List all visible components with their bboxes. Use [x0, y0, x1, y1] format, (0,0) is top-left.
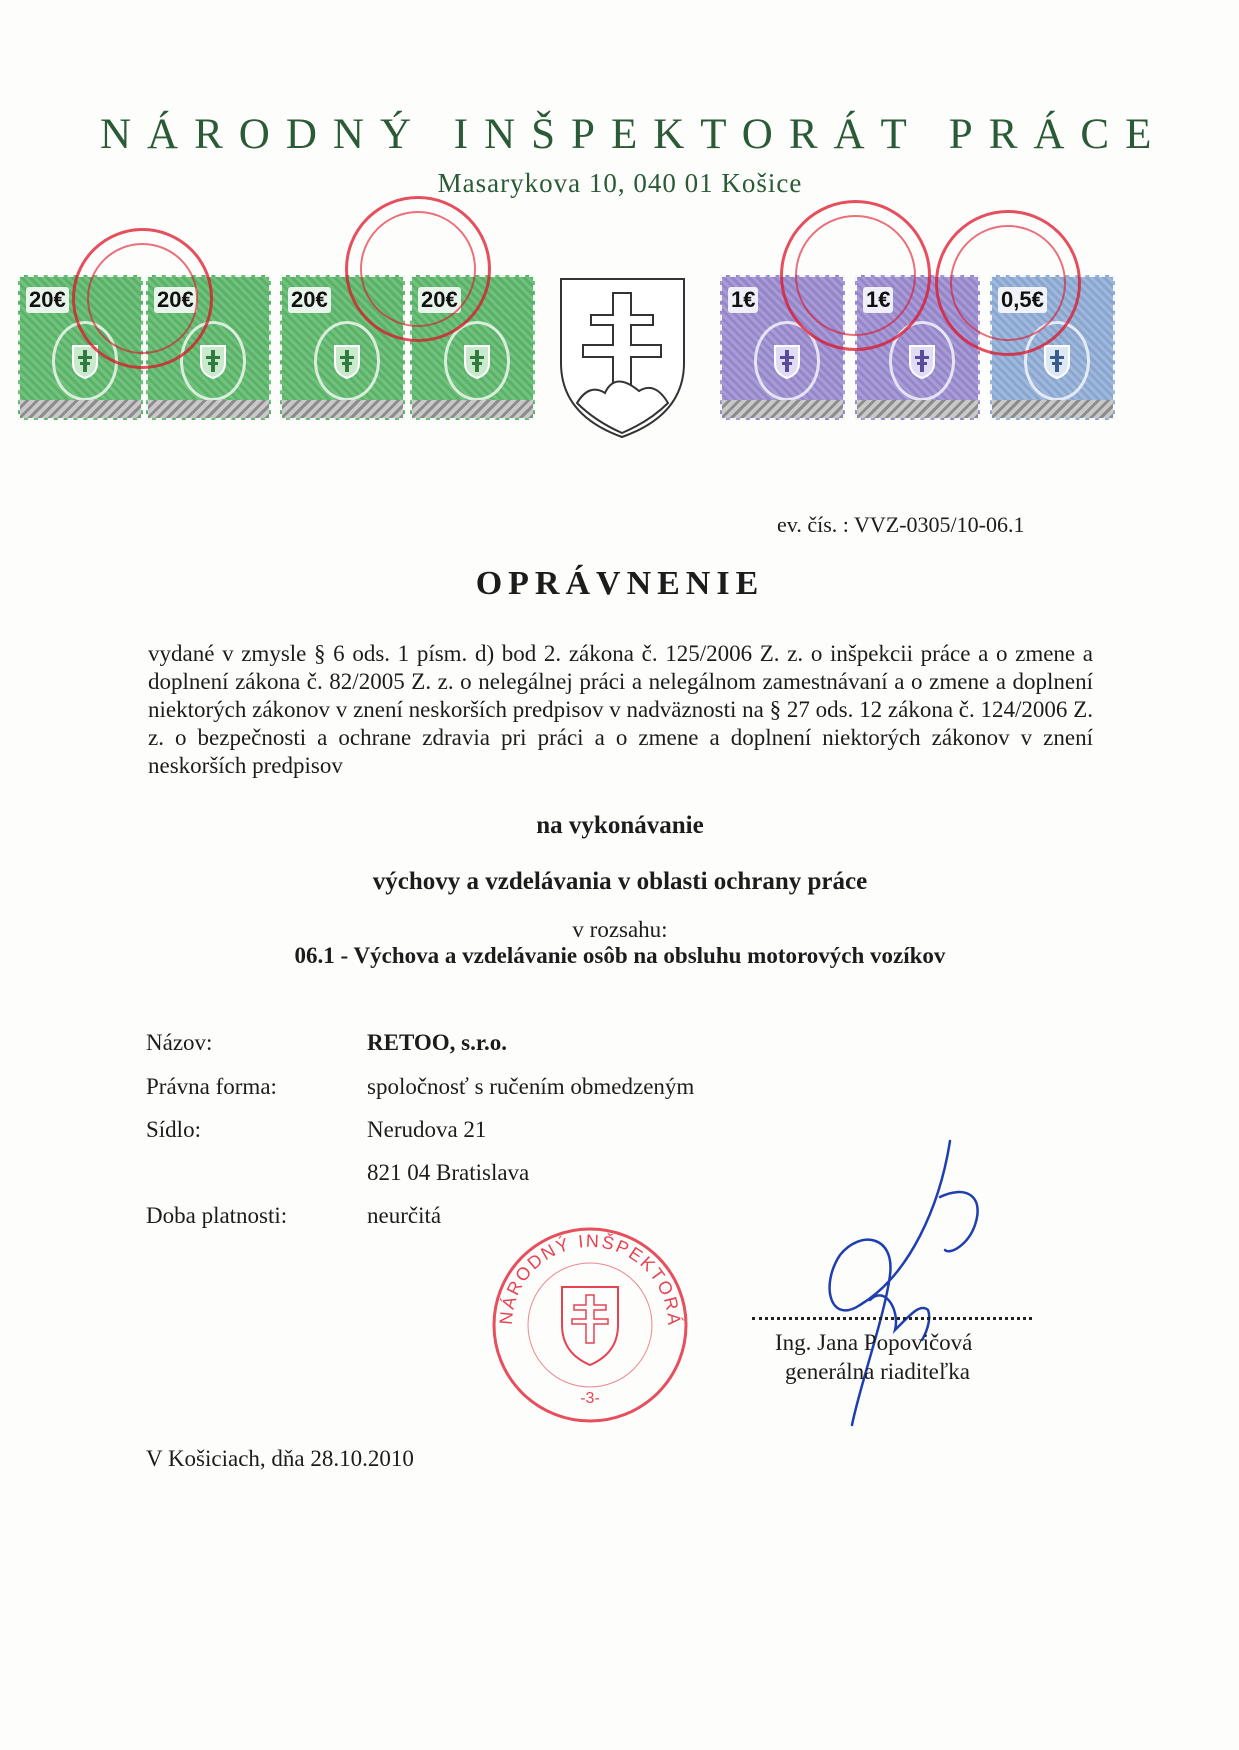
- name-label: Názov:: [146, 1030, 213, 1055]
- validity-label: Doba platnosti:: [146, 1203, 288, 1228]
- organization-name: NÁRODNÝ INŠPEKTORÁT PRÁCE: [100, 111, 1168, 158]
- coat-of-arms-icon: [555, 275, 690, 440]
- seat-city: 821 04 Bratislava: [367, 1160, 530, 1185]
- validity-value: neurčitá: [367, 1203, 442, 1228]
- cross-emblem-icon: [444, 321, 510, 401]
- cancellation-seal: [72, 228, 213, 369]
- stamp-value: 1€: [728, 287, 758, 313]
- stamp-value: 1€: [863, 287, 893, 313]
- cancellation-seal: [345, 196, 491, 342]
- signatory-title: generálna riaditeľka: [785, 1359, 970, 1384]
- reference-number: ev. čís. : VVZ-0305/10-06.1: [777, 512, 1025, 537]
- seal-number: -3-: [580, 1390, 600, 1407]
- purpose-heading: na vykonávanie: [536, 812, 704, 839]
- official-round-seal: [490, 1225, 690, 1425]
- legal-form-value: spoločnosť s ručením obmedzeným: [367, 1074, 695, 1099]
- stamp-value: 20€: [26, 287, 69, 313]
- stamp-value: 0,5€: [998, 287, 1047, 313]
- legal-form-label: Právna forma:: [146, 1074, 277, 1099]
- seat-street: Nerudova 21: [367, 1117, 487, 1142]
- stamp-value: 20€: [154, 287, 197, 313]
- stamp-value: 20€: [288, 287, 331, 313]
- legal-preamble: vydané v zmysle § 6 ods. 1 písm. d) bod 2. zákona č. 125/2006 Z. z. o inšpekcii práce a o zmene a doplnení zákona č. 82/2005 Z. z. o nelegálnej práci a nelegálnom zamestnávaní a o zmene a doplnení niektorých zákonov v znení neskorších predpisov v nadväznosti na § 27 ods. 12 zákona č. 124/2006 Z. z. o bezpečnosti a ochrane zdravia pri práci a o zmene a doplnení niektorých zákonov v znení neskorších predpisov: [148, 641, 1093, 778]
- purpose-subject: výchovy a vzdelávania v oblasti ochrany práce: [372, 868, 868, 895]
- signatory-name: Ing. Jana Popovičová: [775, 1330, 973, 1355]
- organization-address: Masarykova 10, 040 01 Košice: [437, 168, 803, 198]
- cross-emblem-icon: [314, 321, 380, 401]
- seal-text: NÁRODNÝ INŠPEKTORÁ: [495, 1230, 685, 1328]
- cancellation-seal: [935, 210, 1081, 356]
- company-name: RETOO, s.r.o.: [367, 1030, 507, 1055]
- cancellation-seal: [780, 200, 931, 351]
- document-title: OPRÁVNENIE: [475, 565, 765, 602]
- scope-label: v rozsahu:: [572, 917, 668, 942]
- handwritten-signature: [800, 1135, 1000, 1435]
- seat-label: Sídlo:: [146, 1117, 201, 1142]
- scope-value: 06.1 - Výchova a vzdelávanie osôb na obsluhu motorových vozíkov: [294, 943, 946, 968]
- place-and-date: V Košiciach, dňa 28.10.2010: [146, 1446, 414, 1471]
- stamp-value: 20€: [418, 287, 461, 313]
- signature-line: [752, 1317, 1032, 1320]
